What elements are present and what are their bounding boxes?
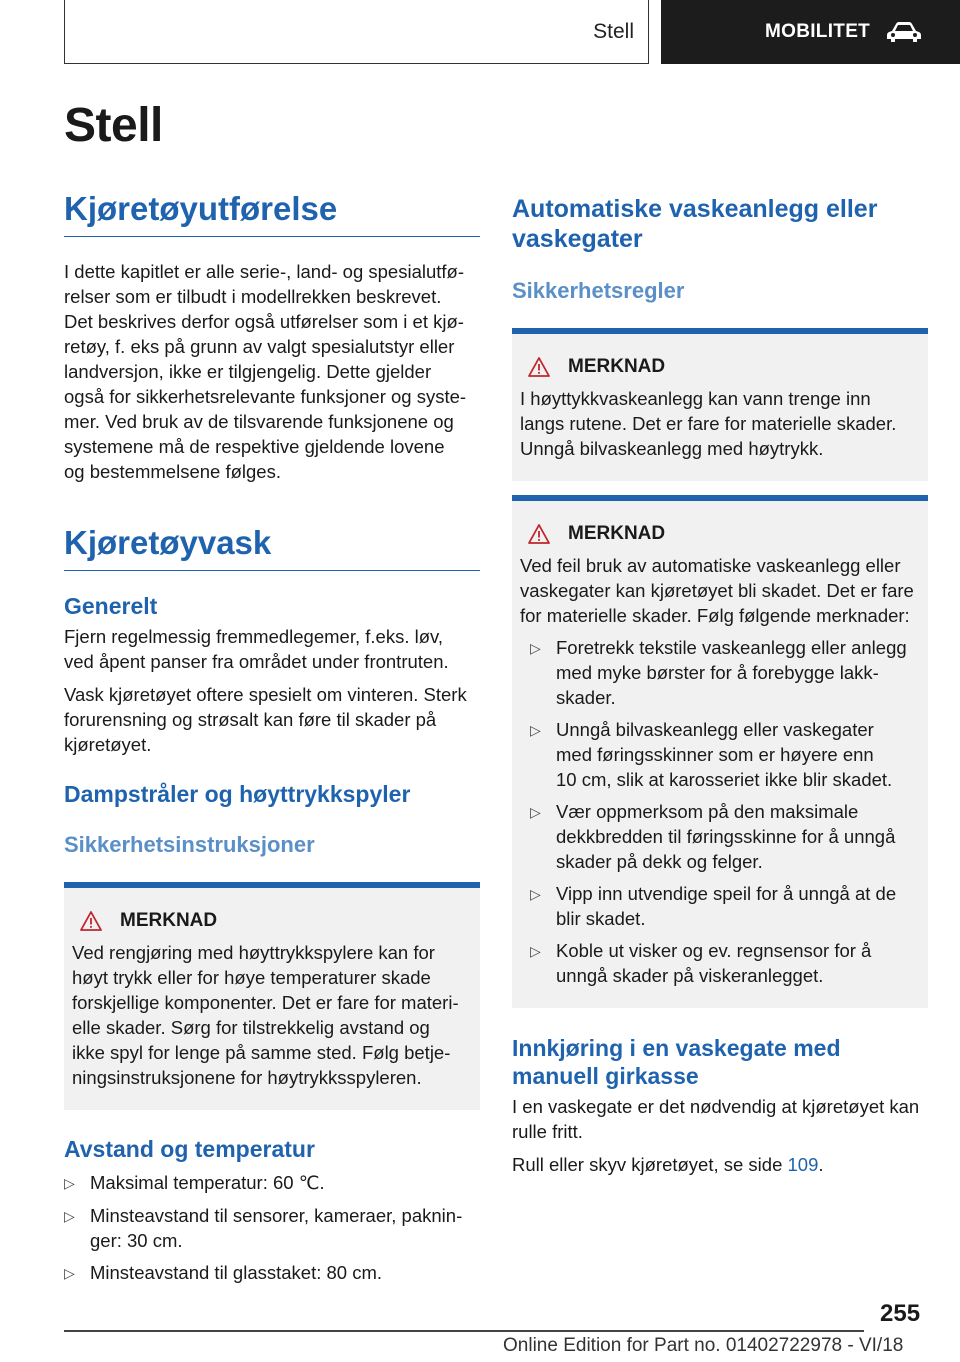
footer-divider (64, 1330, 864, 1332)
notice-text: Ved feil bruk av automatiske vaskeanlegg eller vaskegater kan kjøretøyet bli skadet. Det er fare for materielle skader. Følg følgende merknader: (520, 555, 914, 626)
paragraph-general-2: Vask kjøretøyet oftere spesielt om vinteren. Sterk forurensning og strøsalt kan føre til skader på kjøretøyet. (64, 684, 467, 755)
page-link-109[interactable]: 109 (787, 1154, 819, 1175)
heading-safety-rules: Sikkerhetsregler (512, 278, 685, 303)
notice-header (520, 356, 920, 378)
list-item-text: Koble ut visker og ev. regnsensor for å unngå skader på viskeranlegget. (556, 940, 872, 986)
header-chapter (661, 0, 960, 64)
list-item-text: Unngå bilvaskeanlegg eller vaskegater med føringsskinner som er høyere enn 10 cm, slik at karosseriet ikke blir skadet. (556, 719, 893, 790)
bullet-triangle-icon: ▷ (530, 943, 541, 959)
heading-manual-gearbox: Innkjøring i en vaskegate med manuell girkasse (512, 1035, 841, 1089)
paragraph-manual-1: I en vaskegate er det nødvendig at kjøretøyet kan rulle fritt. (512, 1096, 920, 1142)
bullet-triangle-icon: ▷ (64, 1208, 75, 1224)
list-item-text: Minsteavstand til glasstaket: 80 cm. (90, 1262, 383, 1283)
notice-header (72, 910, 472, 932)
list-item-text: Foretrekk tekstile vaskeanlegg eller anlegg med myke børster for å forebygge lakk- skader. (556, 637, 907, 708)
bullet-triangle-icon: ▷ (64, 1175, 75, 1191)
page-number: 255 (880, 1300, 921, 1327)
header-chapter-label: MOBILITET (765, 21, 871, 42)
list-item-text: Minsteavstand til sensorer, kameraer, paknin- ger: 30 cm. (90, 1205, 463, 1251)
right-column (512, 190, 928, 1177)
list-item (520, 938, 920, 988)
paragraph-manual-2 (512, 1152, 928, 1177)
warning-icon (528, 524, 550, 544)
heading-steam-cleaner: Dampstråler og høyttrykkspyler (64, 781, 411, 807)
list-item (520, 717, 920, 792)
bullet-triangle-icon: ▷ (530, 722, 541, 738)
notice-title: MERKNAD (568, 523, 666, 544)
header-section (64, 0, 649, 64)
notice-text: I høyttykkvaskeanlegg kan vann trenge inn langs rutene. Det er fare for materielle skader. Unngå bilvaskeanlegg med høytrykk. (520, 388, 897, 459)
list-item-text: Maksimal temperatur: 60 ℃. (90, 1172, 325, 1193)
paragraph-vehicle-version: I dette kapitlet er alle serie-, land- og spesialutfø- relser som er tilbudt i modellrekken beskrevet. Det beskrives derfor også utførelser som i et kjø- retøy, f. eks på grunn av valgt spesialutstyr eller landversjon, ikke er tilgjengelig. Dette gjelder også for sikkerhetsrelevante funksjoner og syste- mer. Ved bruk av de tilsvarende funksjonene og systemene må de respektive gjeldende lovene og bestemmelsene følges. (64, 261, 467, 482)
heading-safety-instructions: Sikkerhetsinstruksjoner (64, 832, 315, 857)
paragraph-general-1: Fjern regelmessig fremmedlegemer, f.eks. løv, ved åpent panser fra området under frontruten. (64, 626, 449, 672)
list-item (520, 799, 920, 874)
page-title: Stell (64, 99, 163, 152)
list-item-text: Vær oppmerksom på den maksimale dekkbredden til føringsskinne for å unngå skader på dekk og felger. (556, 801, 896, 872)
list-item (64, 1260, 480, 1286)
left-column (64, 190, 480, 1286)
notice-title: MERKNAD (120, 910, 218, 931)
notice-box-car-wash (512, 495, 928, 1008)
notice-bullet-list (520, 635, 920, 988)
notice-box-pressure (64, 882, 480, 1110)
bullet-triangle-icon: ▷ (530, 804, 541, 820)
car-icon (886, 21, 922, 43)
list-item (64, 1170, 480, 1196)
notice-header (520, 523, 920, 545)
bullet-triangle-icon: ▷ (530, 640, 541, 656)
heading-distance-temperature: Avstand og temperatur (64, 1136, 315, 1162)
list-item-text: Vipp inn utvendige speil for å unngå at de blir skadet. (556, 883, 897, 929)
heading-vehicle-wash: Kjøretøyvask (64, 524, 480, 571)
heading-general: Generelt (64, 593, 158, 619)
footer-edition: Online Edition for Part no. 01402722978 - VI/18 (503, 1335, 904, 1356)
bullet-triangle-icon: ▷ (530, 886, 541, 902)
list-item (520, 881, 920, 931)
paragraph-text-end: . (818, 1154, 824, 1175)
bullet-triangle-icon: ▷ (64, 1265, 75, 1281)
notice-box-high-pressure (512, 328, 928, 481)
warning-icon (80, 911, 102, 931)
heading-vehicle-version: Kjøretøyutførelse (64, 190, 480, 237)
notice-text: Ved rengjøring med høyttrykkspylere kan for høyt trykk eller for høye temperaturer skade forskjellige komponenter. Det er fare for materi- elle skader. Sørg for tilstrekkelig avstand og ikke spyl for lenge på samme sted. Følg betje- ningsinstruksjonene for høytrykksspyleren. (72, 942, 459, 1088)
heading-automatic-car-wash: Automatiske vaskeanlegg eller vaskegater (512, 195, 878, 253)
bullet-list-distance (64, 1170, 480, 1286)
header-section-label: Stell (593, 19, 634, 43)
notice-title: MERKNAD (568, 356, 666, 377)
warning-icon (528, 357, 550, 377)
list-item (64, 1203, 480, 1253)
list-item (520, 635, 920, 710)
paragraph-text: Rull eller skyv kjøretøyet, se side (512, 1154, 788, 1175)
